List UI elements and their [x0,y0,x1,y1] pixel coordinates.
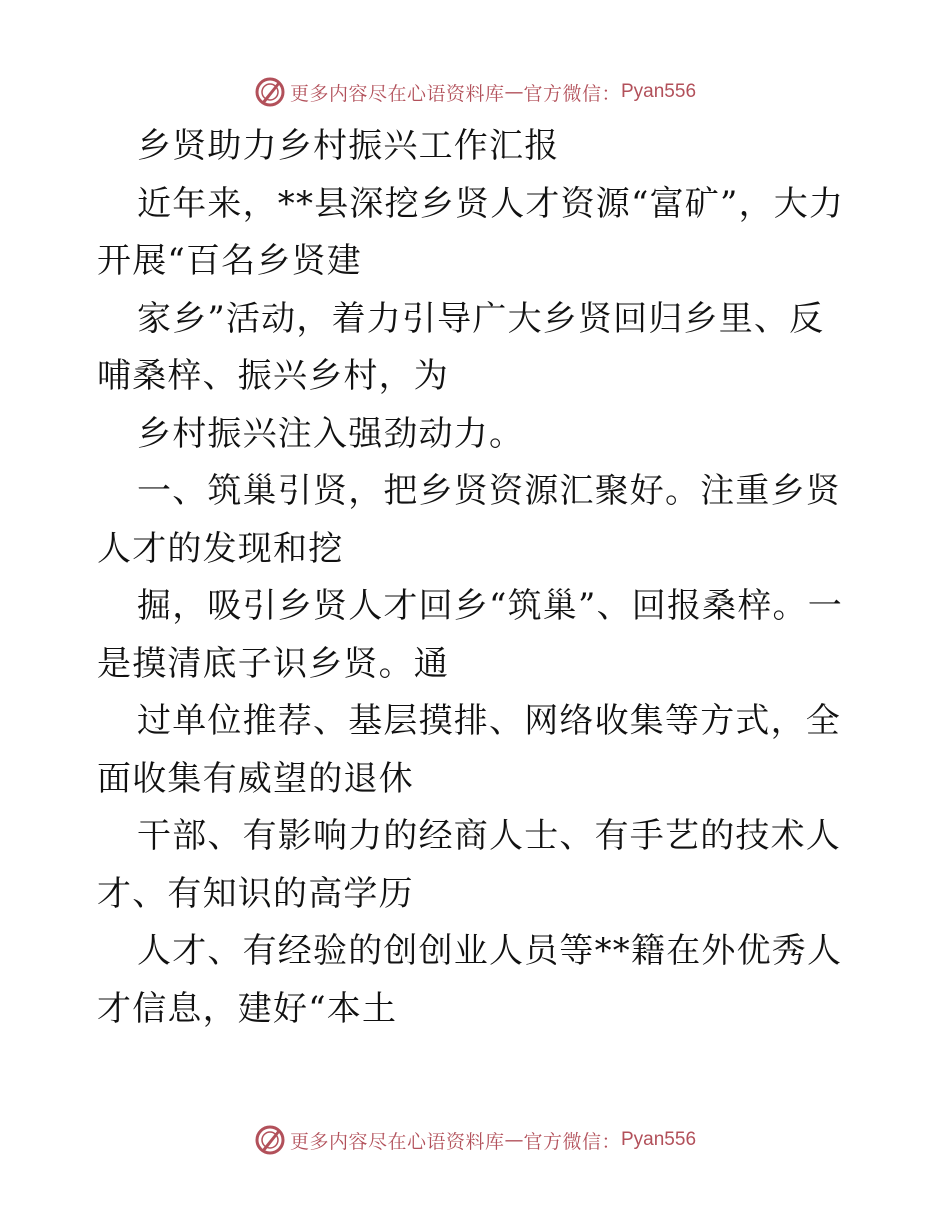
header-banner [0,72,950,112]
banner-wechat-id: Pyan556 [621,1129,697,1150]
paragraph-line: 干部、有影响力的经商人士、有手艺的技术人才、有知识的高学历 [97,816,841,914]
paragraph-line: 掘，吸引乡贤人才回乡“筑巢”、回报桑梓。一是摸清底子识乡贤。通 [97,586,843,684]
paragraph-line: 过单位推荐、基层摸排、网络收集等方式，全面收集有威望的退休 [97,701,841,799]
banner-separator: — [504,81,524,103]
paragraph-line: 人才、有经验的创创业人员等**籍在外优秀人才信息，建好“本土 [97,931,843,1029]
banner-wechat-label: 官方微信： [523,82,621,105]
paragraph-line: 乡村振兴注入强劲动力。 [137,413,525,454]
quill-logo-icon [254,1124,286,1156]
paragraph-line: 家乡”活动，着力引导广大乡贤回归乡里、反哺桑梓、振兴乡村，为 [97,298,825,396]
quill-logo-icon [254,76,286,108]
banner-separator: — [504,1129,524,1151]
banner-wechat-label: 官方微信： [523,1130,621,1153]
footer-banner [0,1120,950,1160]
paragraph-line: 一、筑巢引贤，把乡贤资源汇聚好。注重乡贤人才的发现和挖 [97,471,841,569]
paragraph-line: 近年来，**县深挖乡贤人才资源“富矿”，大力开展“百名乡贤建 [97,183,845,281]
document-body [97,118,853,1038]
document-title: 乡贤助力乡村振兴工作汇报 [137,126,560,166]
banner-text: 更多内容尽在心语资料库 [289,1130,505,1153]
banner-wechat-id: Pyan556 [621,81,697,102]
banner-text: 更多内容尽在心语资料库 [289,82,505,105]
